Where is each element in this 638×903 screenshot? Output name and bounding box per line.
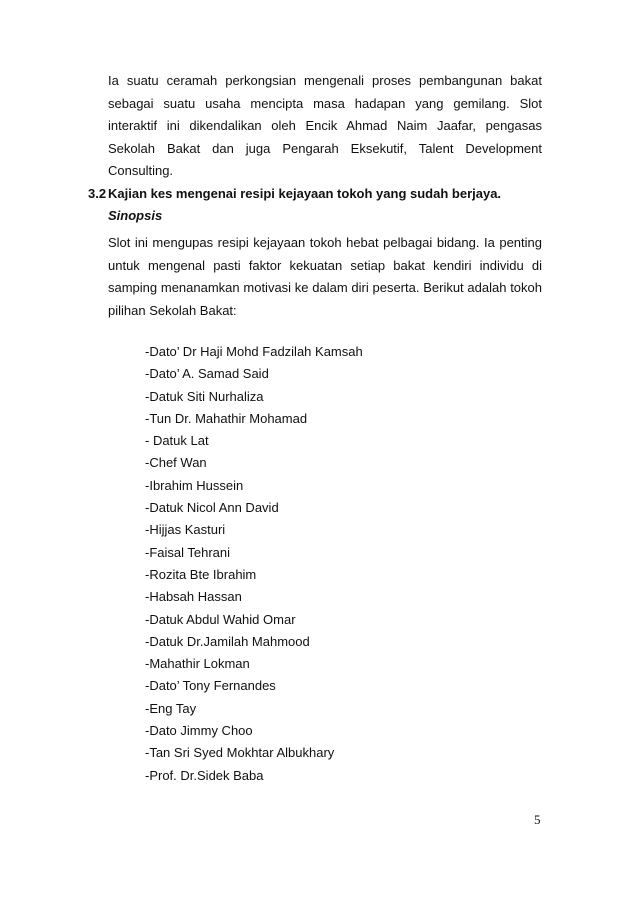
synopsis-paragraph: Slot ini mengupas resipi kejayaan tokoh hebat pelbagai bidang. Ia penting untuk mengenal pasti faktor kekuatan setiap bakat kendiri individu di samping menanamkan motivasi ke dalam diri peserta. Berikut adalah tokoh pilihan Sekolah Bakat: <box>108 235 542 318</box>
figures-list <box>145 341 363 787</box>
list-item: - Datuk Lat <box>145 433 209 449</box>
list-item: -Datuk Abdul Wahid Omar <box>145 611 296 627</box>
list-item: -Tan Sri Syed Mokhtar Albukhary <box>145 745 335 761</box>
list-item: -Ibrahim Hussein <box>145 477 244 493</box>
list-item: -Datuk Siti Nurhaliza <box>145 388 264 404</box>
list-item: -Habsah Hassan <box>145 589 242 605</box>
list-item: -Dato’ Tony Fernandes <box>145 678 276 694</box>
list-item: -Datuk Dr.Jamilah Mahmood <box>145 633 310 649</box>
synopsis-subheading: Sinopsis <box>108 208 163 223</box>
section-number: 3.2 <box>88 186 107 201</box>
list-item: -Tun Dr. Mahathir Mohamad <box>145 410 308 426</box>
list-item: -Eng Tay <box>145 700 197 716</box>
list-item: -Chef Wan <box>145 455 207 471</box>
list-item: -Mahathir Lokman <box>145 656 250 672</box>
list-item: -Hijjas Kasturi <box>145 522 226 538</box>
list-item: -Prof. Dr.Sidek Baba <box>145 767 264 783</box>
list-item: -Datuk Nicol Ann David <box>145 500 279 516</box>
section-heading <box>88 186 548 201</box>
list-item: -Dato Jimmy Choo <box>145 723 253 739</box>
intro-paragraph: Ia suatu ceramah perkongsian mengenali proses pembangunan bakat sebagai suatu usaha mencipta masa hadapan yang gemilang. Slot interaktif ini dikendalikan oleh Encik Ahmad Naim Jaafar, pengasas Sekolah Bakat dan juga Pengarah Eksekutif, Talent Development Consulting. <box>108 73 542 178</box>
list-item: -Dato’ Dr Haji Mohd Fadzilah Kamsah <box>145 344 363 359</box>
page-number: 5 <box>534 812 541 827</box>
list-item: -Rozita Bte Ibrahim <box>145 566 257 582</box>
list-item: -Faisal Tehrani <box>145 544 231 560</box>
section-title: Kajian kes mengenai resipi kejayaan tokoh yang sudah berjaya. <box>108 186 502 201</box>
list-item: -Dato’ A. Samad Said <box>145 366 269 382</box>
